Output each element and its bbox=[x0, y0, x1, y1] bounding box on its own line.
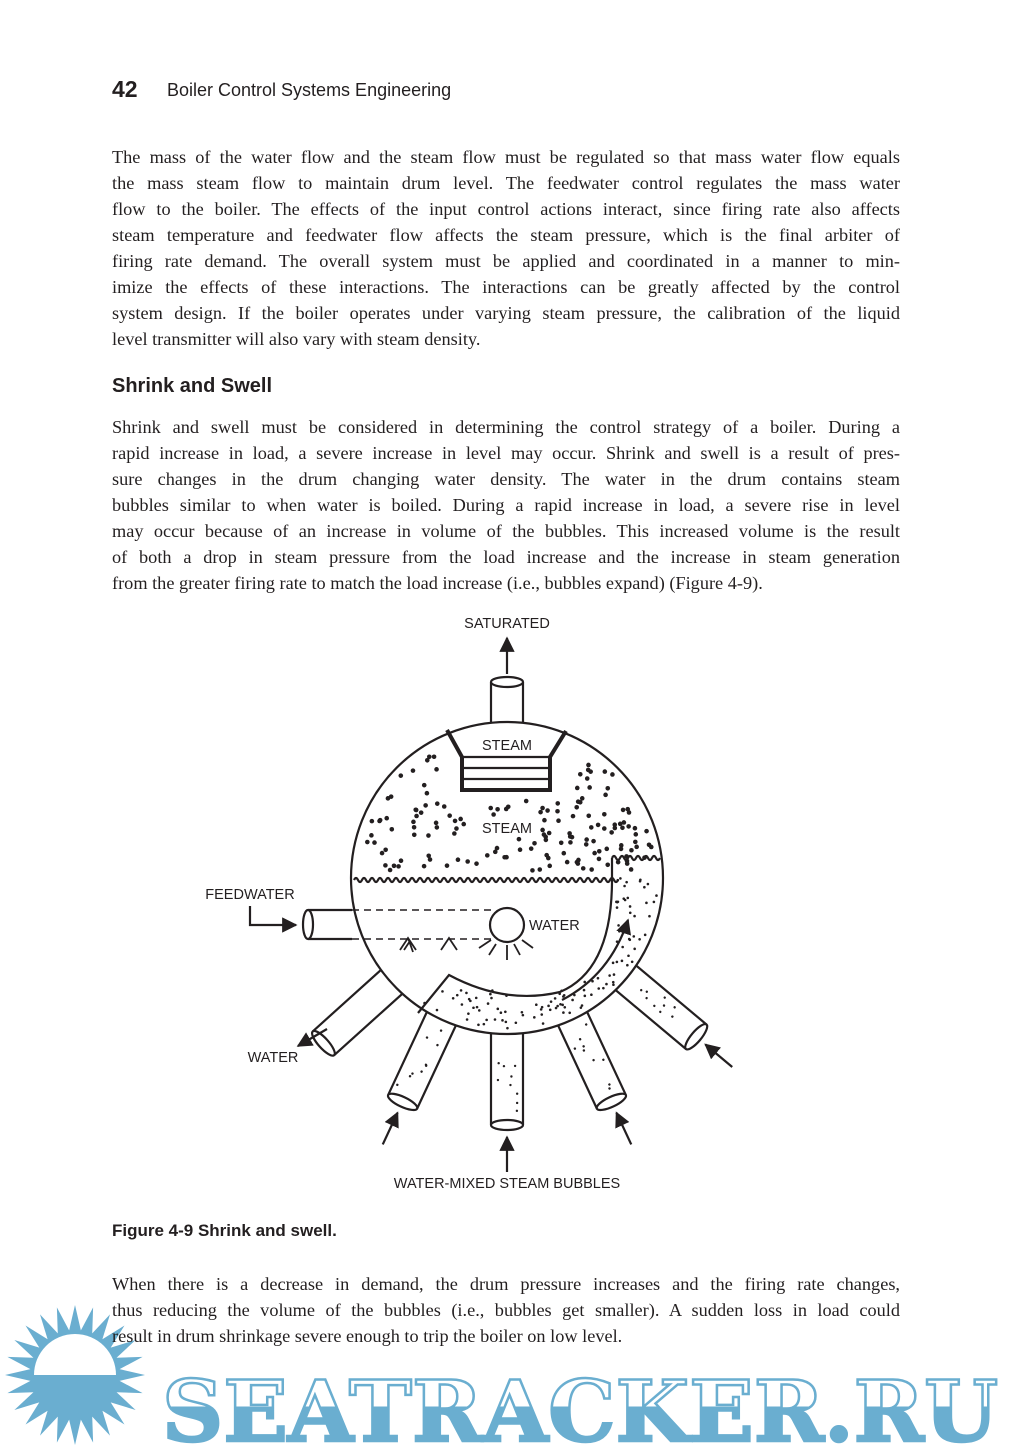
figure-caption: Figure 4-9 Shrink and swell. bbox=[112, 1221, 337, 1240]
label-steam: STEAM bbox=[482, 821, 532, 837]
label-water: WATER bbox=[529, 918, 580, 934]
text-line: steam temperature and feedwater flow affects the steam pressure, which is the final arbiter of bbox=[112, 225, 900, 245]
label-feedwater: FEEDWATER bbox=[205, 887, 295, 903]
page-number: 42 bbox=[112, 76, 138, 102]
saturated-steam-pipe bbox=[491, 677, 523, 724]
text-line: The mass of the water flow and the steam flow must be regulated so that mass water flow equals bbox=[112, 147, 900, 167]
text-line: When there is a decrease in demand, the drum pressure increases and the firing rate changes, bbox=[112, 1274, 900, 1294]
text-line: sure changes in the drum changing water density. The water in the drum contains steam bbox=[112, 469, 900, 489]
text-line: Shrink and swell must be considered in determining the control strategy of a boiler. During a bbox=[112, 417, 900, 437]
text-line: from the greater firing rate to match the load increase (i.e., bubbles expand) (Figure 4-9). bbox=[112, 573, 763, 593]
watermark-text: SEATRACKER.RU bbox=[162, 1362, 998, 1445]
text-line: firing rate demand. The overall system must be applied and coordinated in a manner to min- bbox=[112, 251, 900, 271]
text-line: may occur because of an increase in volume of the bubbles. This increased volume is the result bbox=[112, 521, 900, 541]
label-water-out: WATER bbox=[247, 1050, 299, 1066]
text-line: rapid increase in load, a severe increase in level may occur. Shrink and swell is a result of pres- bbox=[112, 443, 900, 463]
inflow-arrow bbox=[616, 1113, 631, 1145]
paragraph-3 bbox=[112, 1271, 900, 1349]
running-header: Boiler Control Systems Engineering bbox=[167, 80, 452, 100]
label-steam-separator: STEAM bbox=[482, 738, 532, 754]
label-saturated: SATURATED bbox=[464, 616, 550, 632]
text-line: bubbles similar to when water is boiled. During a rapid increase in load, a severe rise in level bbox=[112, 495, 900, 515]
text-line: system design. If the boiler operates under varying steam pressure, the calibration of the liquid bbox=[112, 303, 900, 323]
text-line: result in drum shrinkage severe enough to trip the boiler on low level. bbox=[112, 1326, 623, 1346]
text-line: the mass steam flow to maintain drum level. The feedwater control regulates the mass water bbox=[112, 173, 900, 193]
feedwater-arrow bbox=[250, 906, 296, 925]
inflow-arrow bbox=[383, 1113, 398, 1145]
text-line: thus reducing the volume of the bubbles (i.e., bubbles get smaller). A sudden loss in load could bbox=[112, 1300, 900, 1320]
water-level-line bbox=[354, 878, 618, 882]
inflow-arrow bbox=[705, 1044, 732, 1066]
label-bottom: WATER-MIXED STEAM BUBBLES bbox=[393, 1176, 621, 1192]
text-line: flow to the boiler. The effects of the input control actions interact, since firing rate also affects bbox=[112, 199, 900, 219]
text-line: imize the effects of these interactions. The interactions can be greatly affected by the control bbox=[112, 277, 900, 297]
section-heading: Shrink and Swell bbox=[112, 375, 273, 397]
text-line: of both a drop in steam pressure from the load increase and the increase in steam generation bbox=[112, 547, 900, 567]
text-line: level transmitter will also vary with steam density. bbox=[112, 329, 481, 349]
